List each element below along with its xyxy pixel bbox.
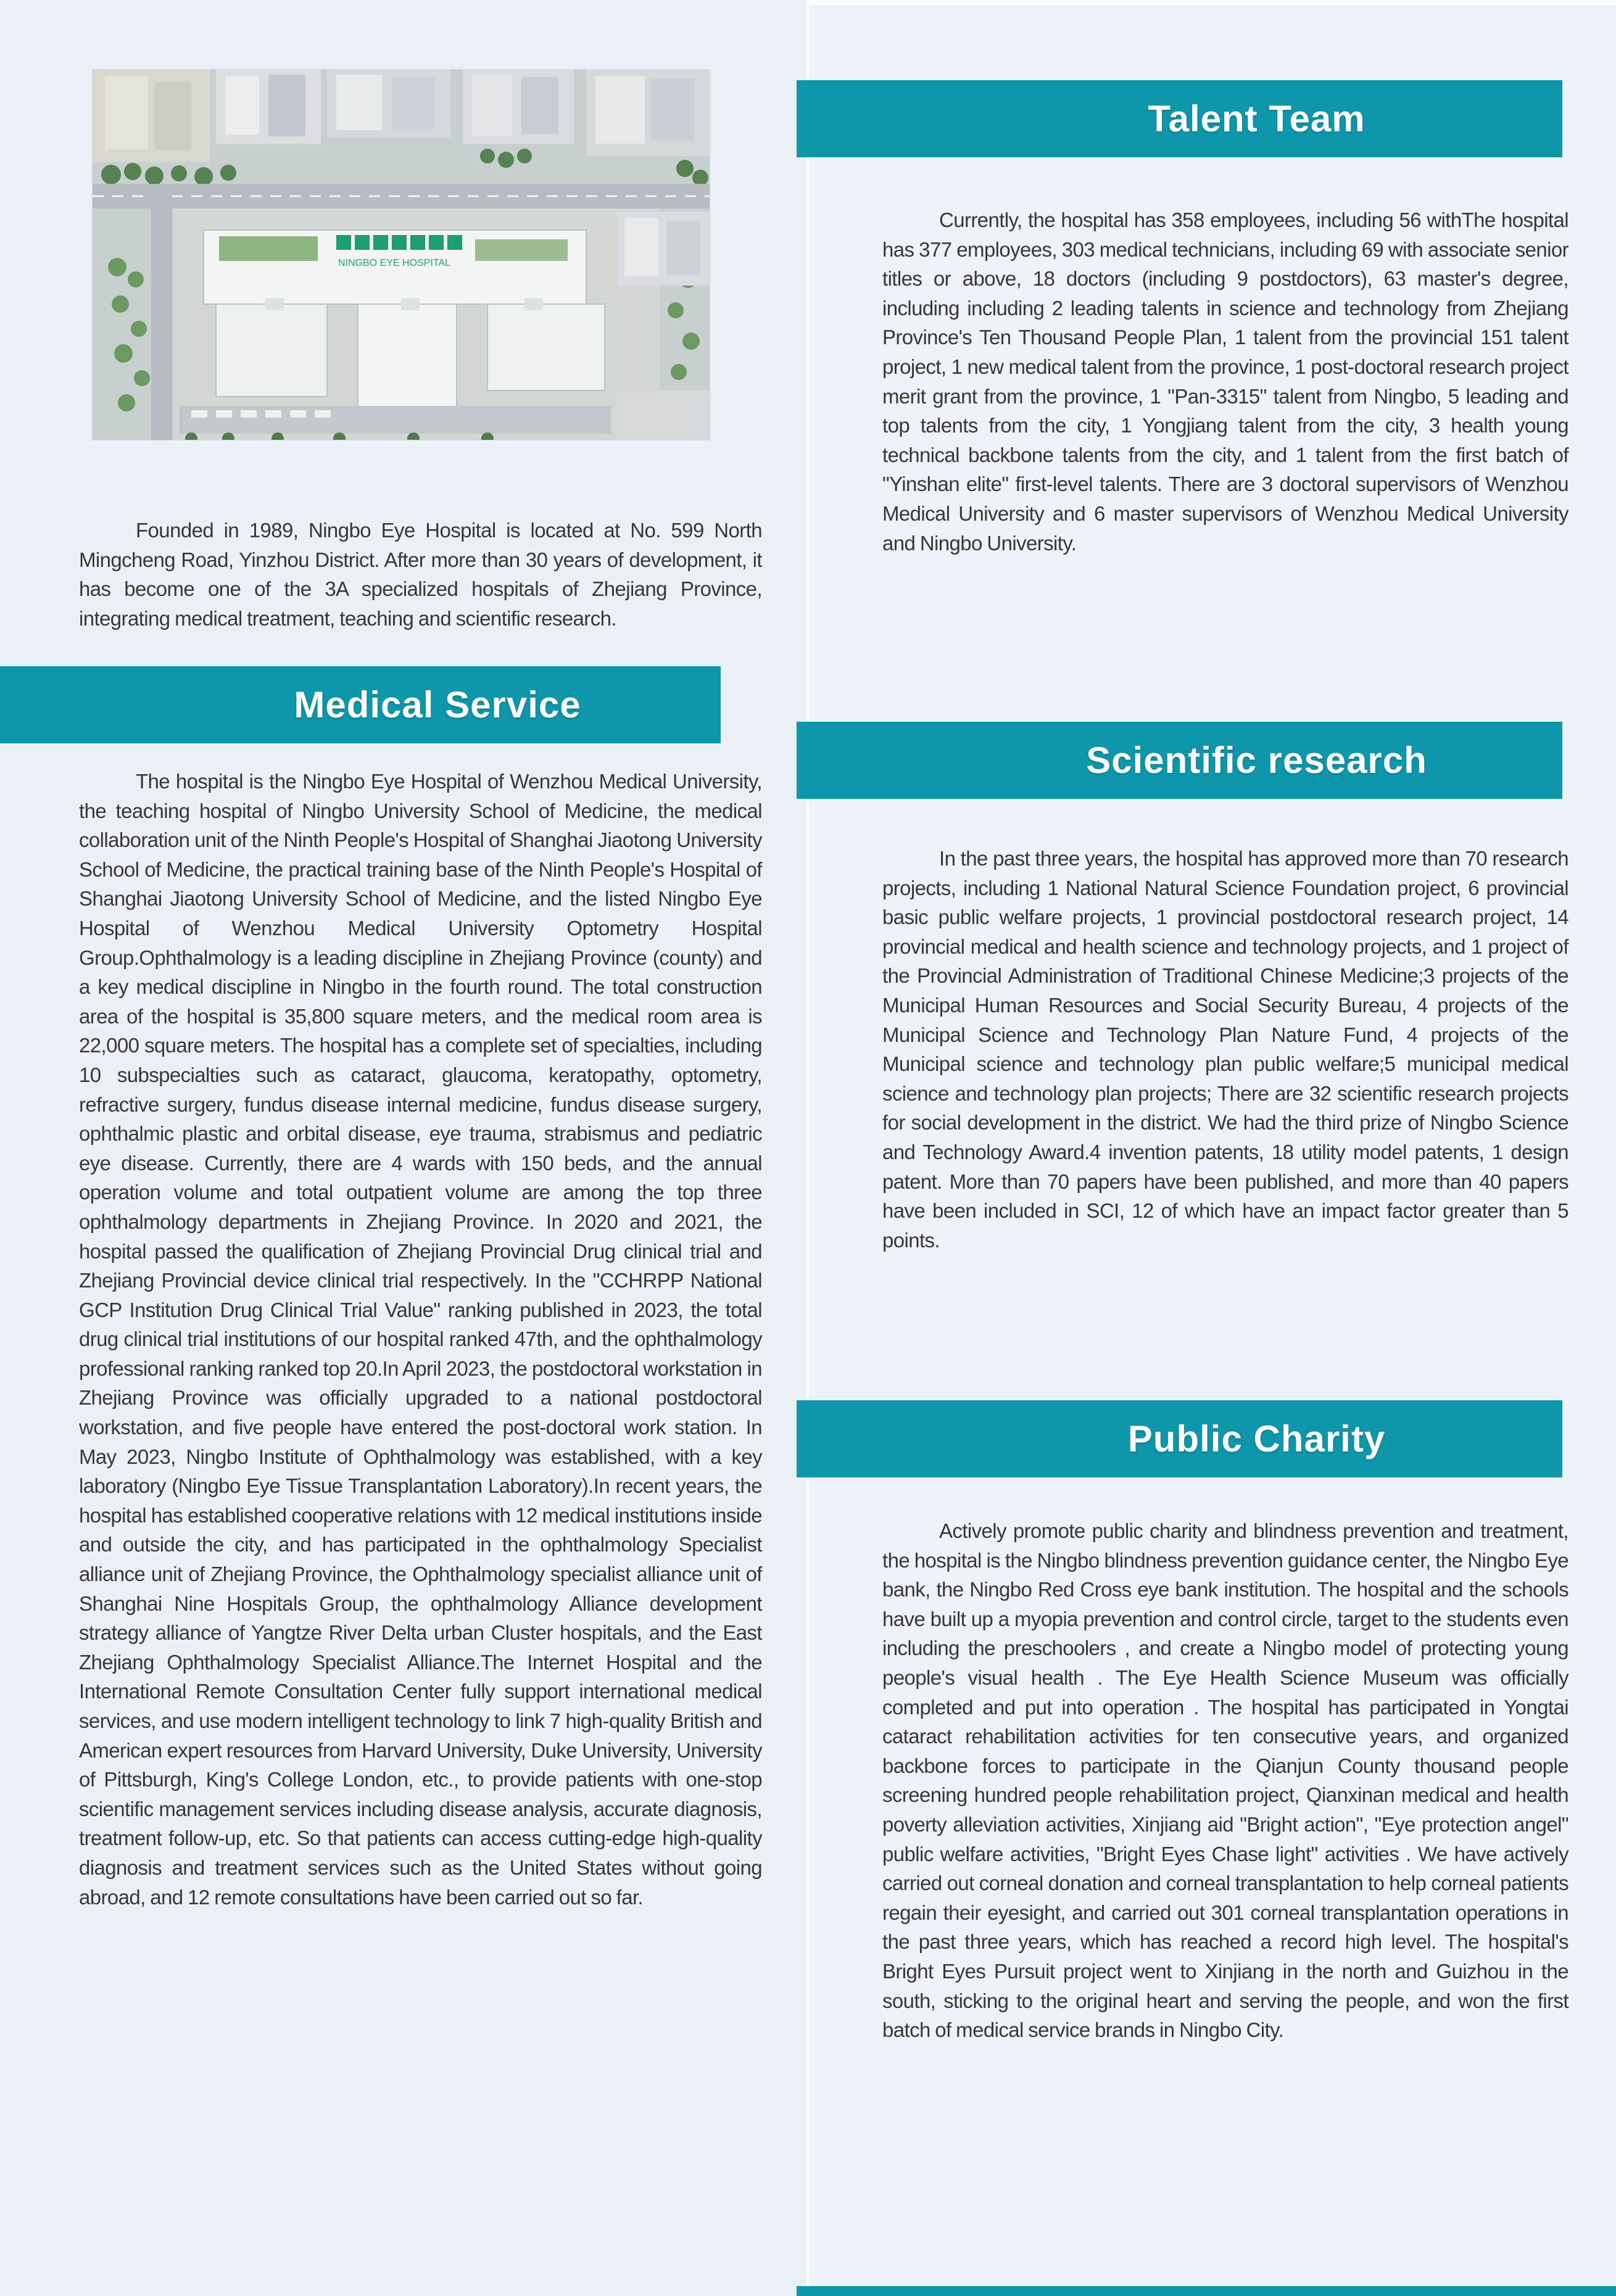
hospital-sign-latin-text: NINGBO EYE HOSPITAL xyxy=(338,258,450,268)
talent-team-paragraph: Currently, the hospital has 358 employees, including 56 withThe hospital has 377 employees, 303 medical technicians, including 69 with associate senior titles or above, 18 doctors (including 9 postdoctors), 63 master's degree, including including 2 leading talents in science and technology from Zhejiang Province's Ten Thousand People Plan, 1 talent from the provincial 151 talent project, 1 new medical talent from the province, 1 post-doctoral research project merit grant from the province, 1 "Pan-3315" talent from Ningbo, 5 leading and top talents from the city, 1 Yongjiang talent from the city, 3 health young technical backbone talents from the city, and 1 talent from the first batch of "Yinshan elite" first-level talents. There are 3 doctoral supervisors of Wenzhou Medical University and 6 master supervisors of Wenzhou Medical University and Ningbo University. xyxy=(882,209,1568,555)
scientific-research-title: Scientific research xyxy=(1086,740,1427,781)
hospital-aerial-photo xyxy=(93,70,710,440)
hospital-aerial-photo-graphic xyxy=(93,70,710,440)
talent-team-title: Talent Team xyxy=(1148,98,1365,139)
hospital-sign-cjk-blocks xyxy=(336,235,462,250)
public-charity-banner xyxy=(797,1400,1562,1477)
public-charity-title: Public Charity xyxy=(1127,1418,1386,1460)
medical-service-paragraph: The hospital is the Ningbo Eye Hospital of Wenzhou Medical University, the teaching hospital of Ningbo University School of Medicine, the medical collaboration unit of the Ninth People's Hospital of Shanghai Jiaotong University School of Medicine, the practical training base of the Ninth People's Hospital of Shanghai Jiaotong University School of Medicine, and the listed Ningbo Eye Hospital of Wenzhou Medical University Optometry Hospital Group.Ophthalmology is a leading discipline in Zhejiang Province (county) and a key medical discipline in Ningbo in the fourth round. The total construction area of the hospital is 35,800 square meters, and the medical room area is 22,000 square meters. The hospital has a complete set of specialties, including 10 subspecialties such as cataract, glaucoma, keratopathy, optometry, refractive surgery, fundus disease internal medicine, fundus disease surgery, ophthalmic plastic and orbital disease, eye trauma, strabismus and pediatric eye disease. Currently, there are 4 wards with 150 beds, and the annual operation volume and total outpatient volume are among the top three ophthalmology departments in Zhejiang Province. In 2020 and 2021, the hospital passed the qualification of Zhejiang Provincial Drug clinical trial and Zhejiang Provincial device clinical trial respectively. In the "CCHRPP National GCP Institution Drug Clinical Trial Value" ranking published in 2023, the total drug clinical trial institutions of our hospital ranked 47th, and the ophthalmology professional ranking ranked top 20.In April 2023, the postdoctoral workstation in Zhejiang Province was officially upgraded to a national postdoctoral workstation, and five people have entered the post-doctoral work station. In May 2023, Ningbo Institute of Ophthalmology was established, with a key laboratory (Ningbo Eye Tissue Transplantation Laboratory).In recent years, the hospital has established cooperative relations with 12 medical institutions inside and outside the city, and has participated in the ophthalmology Specialist alliance unit of Zhejiang Province, the Ophthalmology specialist alliance unit of Shanghai Nine Hospitals Group, the ophthalmology Alliance development strategy alliance of Yangtze River Delta urban Cluster hospitals, and the East Zhejiang Ophthalmology Specialist Alliance.The Internet Hospital and the International Remote Consultation Center fully support international medical services, and use modern intelligent technology to link 7 high-quality British and American expert resources from Harvard University, Duke University, University of Pittsburgh, King's College London, etc., to provide patients with one-stop scientific management services including disease analysis, accurate diagnosis, treatment follow-up, etc. So that patients can access cutting-edge high-quality diagnosis and treatment services such as the United States without going abroad, and 12 remote consultations have been carried out so far. xyxy=(79,770,762,1909)
scientific-research-banner xyxy=(797,722,1562,799)
intro-paragraph: Founded in 1989, Ningbo Eye Hospital is located at No. 599 North Mingcheng Road, Yinzhou District. After more than 30 years of development, it has become one of the 3A specialized hospitals of Zhejiang Province, integrating medical treatment, teaching and scientific research. xyxy=(79,519,762,630)
medical-service-banner xyxy=(0,666,721,743)
medical-service-title: Medical Service xyxy=(294,684,581,725)
bottom-accent-bar xyxy=(797,2286,1616,2296)
talent-team-banner xyxy=(797,80,1562,157)
public-charity-paragraph: Actively promote public charity and blindness prevention and treatment, the hospital is the Ningbo blindness prevention guidance center, the Ningbo Eye bank, the Ningbo Red Cross eye bank institution. The hospital and the schools have built up a myopia prevention and control circle, target to the students even including the preschoolers , and create a Ningbo model of protecting young people's visual health . The Eye Health Science Museum was officially completed and put into operation . The hospital has participated in Yongtai cataract rehabilitation activities for ten consecutive years, and organized backbone forces to participate in the Qianjun County thousand people screening hundred people rehabilitation project, Qianxinan medical and health poverty alleviation activities, Xinjiang aid "Bright action", "Eye protection angel" public welfare activities, "Bright Eyes Chase light" activities . We have actively carried out corneal donation and corneal transplantation to help corneal patients regain their eyesight, and carried out 301 corneal transplantation operations in the past three years, which has reached a record high level. The hospital's Bright Eyes Pursuit project went to Xinjiang in the north and Guizhou in the south, sticking to the original heart and serving the people, and won the first batch of medical service brands in Ningbo City. xyxy=(882,1519,1568,2042)
scientific-research-paragraph: In the past three years, the hospital has approved more than 70 research projects, including 1 National Natural Science Foundation project, 6 provincial basic public welfare projects, 1 provincial postdoctoral research project, 14 provincial medical and health science and technology projects, and 1 project of the Provincial Administration of Traditional Chinese Medicine;3 projects of the Municipal Human Resources and Social Security Bureau, 4 projects of the Municipal Science and Technology Plan Nature Fund, 4 projects of the Municipal science and technology plan public welfare;5 municipal medical science and technology plan projects; There are 32 scientific research projects for social development in the district. We had the third prize of Ningbo Science and Technology Award.4 invention patents, 18 utility model patents, 1 design patent. More than 70 papers have been published, and more than 40 papers have been included in SCI, 12 of which have an impact factor greater than 5 points. xyxy=(882,847,1568,1252)
